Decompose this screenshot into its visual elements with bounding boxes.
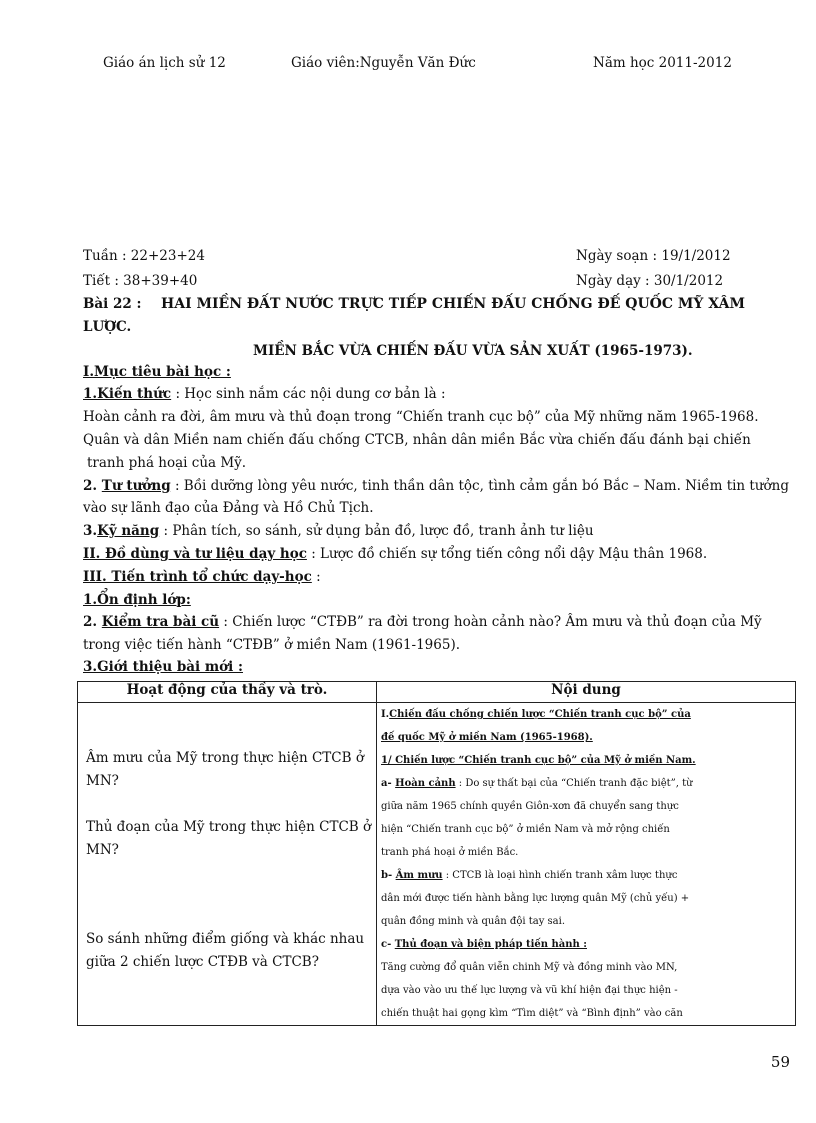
item-b-label: Âm mưu: [395, 870, 443, 881]
page-number: 59: [770, 1053, 790, 1071]
knowledge-line4: tranh phá hoại của Mỹ.: [87, 455, 247, 471]
knowledge-text: : Học sinh nắm các nội dung cơ bản là :: [171, 386, 446, 402]
header-teacher: Giáo viên:Nguyễn Văn Đức: [291, 55, 476, 71]
review-num: 2.: [83, 614, 102, 630]
prep-date: Ngày soạn : 19/1/2012: [576, 248, 731, 264]
item-b-line3: quân đồng minh và quân đội tay sai.: [381, 916, 565, 927]
header-subject: Giáo án lịch sử 12: [103, 55, 226, 71]
objectives-heading: I.Mục tiêu bài học :: [83, 364, 231, 380]
item-c-label: Thủ đoạn và biện pháp tiến hành :: [394, 939, 587, 950]
question-1-line1: Âm mưu của Mỹ trong thực hiện CTCB ở: [86, 750, 364, 766]
item-a-prefix: a-: [381, 778, 396, 789]
question-2-line2: MN?: [86, 842, 119, 858]
teach-date: Ngày dạy : 30/1/2012: [576, 273, 724, 289]
skill-text: : Phân tích, so sánh, sử dụng bản đồ, lược đồ, tranh ảnh tư liệu: [159, 523, 594, 539]
review-label: Kiểm tra bài cũ: [101, 614, 220, 630]
knowledge-line: [83, 386, 446, 402]
item-b-text: : CTCB là loại hình chiến tranh xâm lược thực: [442, 870, 678, 881]
skill-line: [83, 523, 594, 539]
process-heading: III. Tiến trình tổ chức dạy-học: [83, 569, 312, 585]
item-c-text-line1: Tăng cường đổ quân viễn chinh Mỹ và đồng minh vào MN,: [381, 962, 678, 973]
item-c-text-line2: dựa vào vào ưu thế lực lượng và vũ khí hiện đại thực hiện -: [381, 985, 678, 996]
question-1-line2: MN?: [86, 773, 119, 789]
item-b-line2: dân mới được tiến hành bằng lực lượng quân Mỹ (chủ yếu) +: [381, 893, 690, 904]
review-line: [83, 614, 762, 630]
knowledge-label: 1.Kiến thức: [83, 386, 172, 402]
materials-text: : Lược đồ chiến sự tổng tiến công nổi dậy Mậu thân 1968.: [306, 546, 708, 562]
question-3-line1: So sánh những điểm giống và khác nhau: [86, 931, 365, 947]
review-line2: trong việc tiến hành “CTĐB” ở miền Nam (1961-1965).: [83, 637, 461, 653]
review-text: : Chiến lược “CTĐB” ra đời trong hoàn cảnh nào? Âm mưu và thủ đoạn của Mỹ: [219, 614, 762, 630]
thought-text: : Bồi dưỡng lòng yêu nước, tinh thần dân tộc, tình cảm gắn bó Bắc – Nam. Niềm tin tưởng: [170, 478, 790, 494]
item-c-prefix: c-: [381, 939, 395, 950]
week-line: Tuần : 22+23+24: [83, 248, 205, 264]
period-line: Tiết : 38+39+40: [83, 273, 198, 289]
stabilize-line: 1.Ổn định lớp:: [83, 592, 191, 608]
skill-label: Kỹ năng: [97, 523, 160, 539]
lesson-title-line2: LƯỢC.: [83, 319, 132, 335]
subsection-1: 1/ Chiến lược “Chiến tranh cục bộ” của Mỹ ở miền Nam.: [381, 755, 696, 766]
thought-label: Tư tưởng: [101, 478, 171, 494]
thought-line2: vào sự lãnh đạo của Đảng và Hồ Chủ Tịch.: [83, 500, 374, 516]
lesson-title-line1: HAI MIỀN ĐẤT NƯỚC TRỰC TIẾP CHIẾN ĐẤU CHỐNG ĐẾ QUỐC MỸ XÂM: [161, 296, 745, 312]
lesson-subtitle: MIỀN BẮC VỪA CHIẾN ĐẤU VỪA SẢN XUẤT (1965-1973).: [253, 343, 693, 359]
item-c-text-line3: chiến thuật hai gọng kìm “Tìm diệt” và “Bình định” vào căn: [381, 1008, 683, 1019]
item-a-label: Hoàn cảnh: [395, 778, 456, 789]
item-a-line4: tranh phá hoại ở miền Bắc.: [381, 847, 519, 858]
item-a-line2: giữa năm 1965 chính quyền Giôn-xơn đã chuyển sang thực: [381, 801, 679, 812]
knowledge-line3: Quân và dân Miền nam chiến đấu chống CTCB, nhân dân miền Bắc vừa chiến đấu đánh bại chiến: [83, 432, 751, 448]
section-1-prefix: I.: [381, 709, 390, 720]
item-c-line1: [381, 933, 791, 956]
section-1-title: Chiến đấu chống chiến lược “Chiến tranh cục bộ” của: [389, 709, 691, 720]
col-header-activities: Hoạt động của thầy và trò.: [78, 682, 377, 703]
skill-num: 3.: [83, 523, 98, 539]
materials-label: II. Đồ dùng và tư liệu dạy học: [83, 546, 307, 562]
item-b-line1: [381, 864, 791, 887]
section-1-line2: đế quốc Mỹ ở miền Nam (1965-1968).: [381, 732, 593, 743]
knowledge-line2: Hoàn cảnh ra đời, âm mưu và thủ đoạn trong “Chiến tranh cục bộ” của Mỹ những năm 1965-1968.: [83, 409, 759, 425]
process-heading-suffix: :: [311, 569, 321, 585]
question-3-line2: giữa 2 chiến lược CTĐB và CTCB?: [86, 954, 319, 970]
item-a-text: : Do sự thất bại của “Chiến tranh đặc biệt”, từ: [455, 778, 693, 789]
section-1-line1: [381, 703, 791, 726]
item-a-line1: [381, 772, 791, 795]
question-2-line1: Thủ đoạn của Mỹ trong thực hiện CTCB ở: [86, 819, 372, 835]
item-b-prefix: b-: [381, 870, 396, 881]
thought-num: 2.: [83, 478, 102, 494]
process-heading-line: [83, 569, 321, 585]
header-year: Năm học 2011-2012: [593, 55, 732, 71]
thought-line: [83, 478, 789, 494]
intro-line: 3.Giới thiệu bài mới :: [83, 659, 243, 675]
materials-line: [83, 546, 707, 562]
lesson-label: Bài 22 :: [83, 296, 142, 312]
item-a-line3: hiện “Chiến tranh cục bộ” ở miền Nam và mở rộng chiến: [381, 824, 670, 835]
content-cell: [377, 703, 796, 1026]
activities-cell: [78, 703, 377, 1026]
lesson-table: [77, 681, 796, 1026]
col-header-content: Nội dung: [377, 682, 796, 703]
